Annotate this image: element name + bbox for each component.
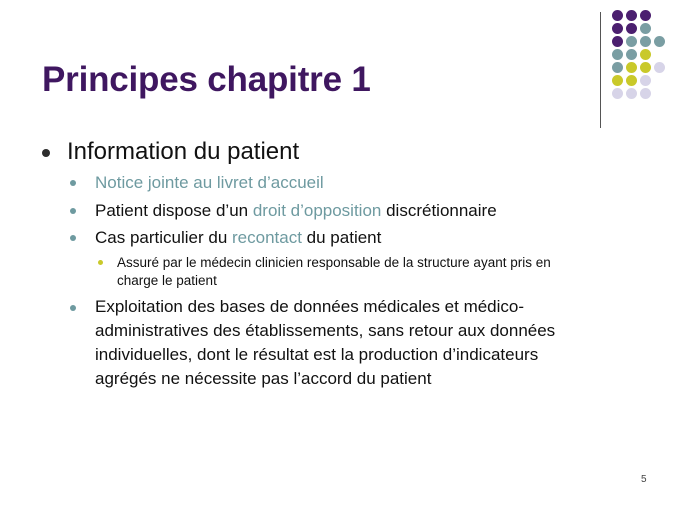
decor-dot-icon xyxy=(612,88,623,99)
decor-dot-icon xyxy=(612,36,623,47)
bullet-text-before: Cas particulier du xyxy=(95,228,233,247)
bullet-text-highlight: droit d’opposition xyxy=(252,201,382,220)
bullet-dot-icon xyxy=(98,260,103,265)
decor-dot-icon xyxy=(654,62,665,73)
bullet-dot-icon xyxy=(42,149,50,157)
decor-dot-icon xyxy=(612,23,623,34)
bullet-information-patient xyxy=(67,138,299,166)
decor-dot-icon xyxy=(640,88,651,99)
bullet-text-after: du patient xyxy=(301,228,382,247)
bullet-dot-icon xyxy=(70,235,76,241)
decor-dot-icon xyxy=(626,62,637,73)
bullet-text: Notice jointe au livret d’accueil xyxy=(95,173,324,192)
decor-dot-icon xyxy=(626,88,637,99)
sub-bullet-line: charge le patient xyxy=(117,273,217,288)
decor-dot-icon xyxy=(626,36,637,47)
decor-dot-icon xyxy=(626,23,637,34)
bullet-line: administratives des établissements, sans retour aux données xyxy=(95,321,556,340)
bullet-exploitation xyxy=(95,295,555,391)
bullet-text-highlight: recontact xyxy=(232,228,302,247)
decor-dot-icon xyxy=(640,49,651,60)
decor-dot-icon xyxy=(612,62,623,73)
page-number: 5 xyxy=(641,474,647,485)
decor-dot-icon xyxy=(640,75,651,86)
decor-dot-icon xyxy=(654,36,665,47)
title-divider-line xyxy=(600,12,601,128)
bullet-notice xyxy=(95,173,324,193)
decorative-dot-grid xyxy=(612,10,678,110)
bullet-text-after: discrétionnaire xyxy=(381,201,497,220)
sub-bullet-line: Assuré par le médecin clinicien responsable de la structure ayant pris en xyxy=(117,255,551,270)
bullet-dot-icon xyxy=(70,305,76,311)
bullet-droit-opposition xyxy=(95,201,497,221)
decor-dot-icon xyxy=(640,36,651,47)
decor-dot-icon xyxy=(626,49,637,60)
bullet-line: individuelles, dont le résultat est la production d’indicateurs xyxy=(95,345,539,364)
bullet-dot-icon xyxy=(70,208,76,214)
bullet-text: Information du patient xyxy=(67,138,300,165)
decor-dot-icon xyxy=(612,75,623,86)
bullet-dot-icon xyxy=(70,180,76,186)
decor-dot-icon xyxy=(640,62,651,73)
decor-dot-icon xyxy=(612,10,623,21)
decor-dot-icon xyxy=(640,23,651,34)
bullet-line: Exploitation des bases de données médicales et médico- xyxy=(95,297,525,316)
bullet-line: agrégés ne nécessite pas l’accord du patient xyxy=(95,369,432,388)
bullet-text-before: Patient dispose d’un xyxy=(95,201,253,220)
decor-dot-icon xyxy=(640,10,651,21)
slide-title: Principes chapitre 1 xyxy=(42,60,371,99)
decor-dot-icon xyxy=(612,49,623,60)
decor-dot-icon xyxy=(626,75,637,86)
bullet-recontact xyxy=(95,228,381,248)
sub-bullet-medecin xyxy=(117,254,551,290)
decor-dot-icon xyxy=(626,10,637,21)
